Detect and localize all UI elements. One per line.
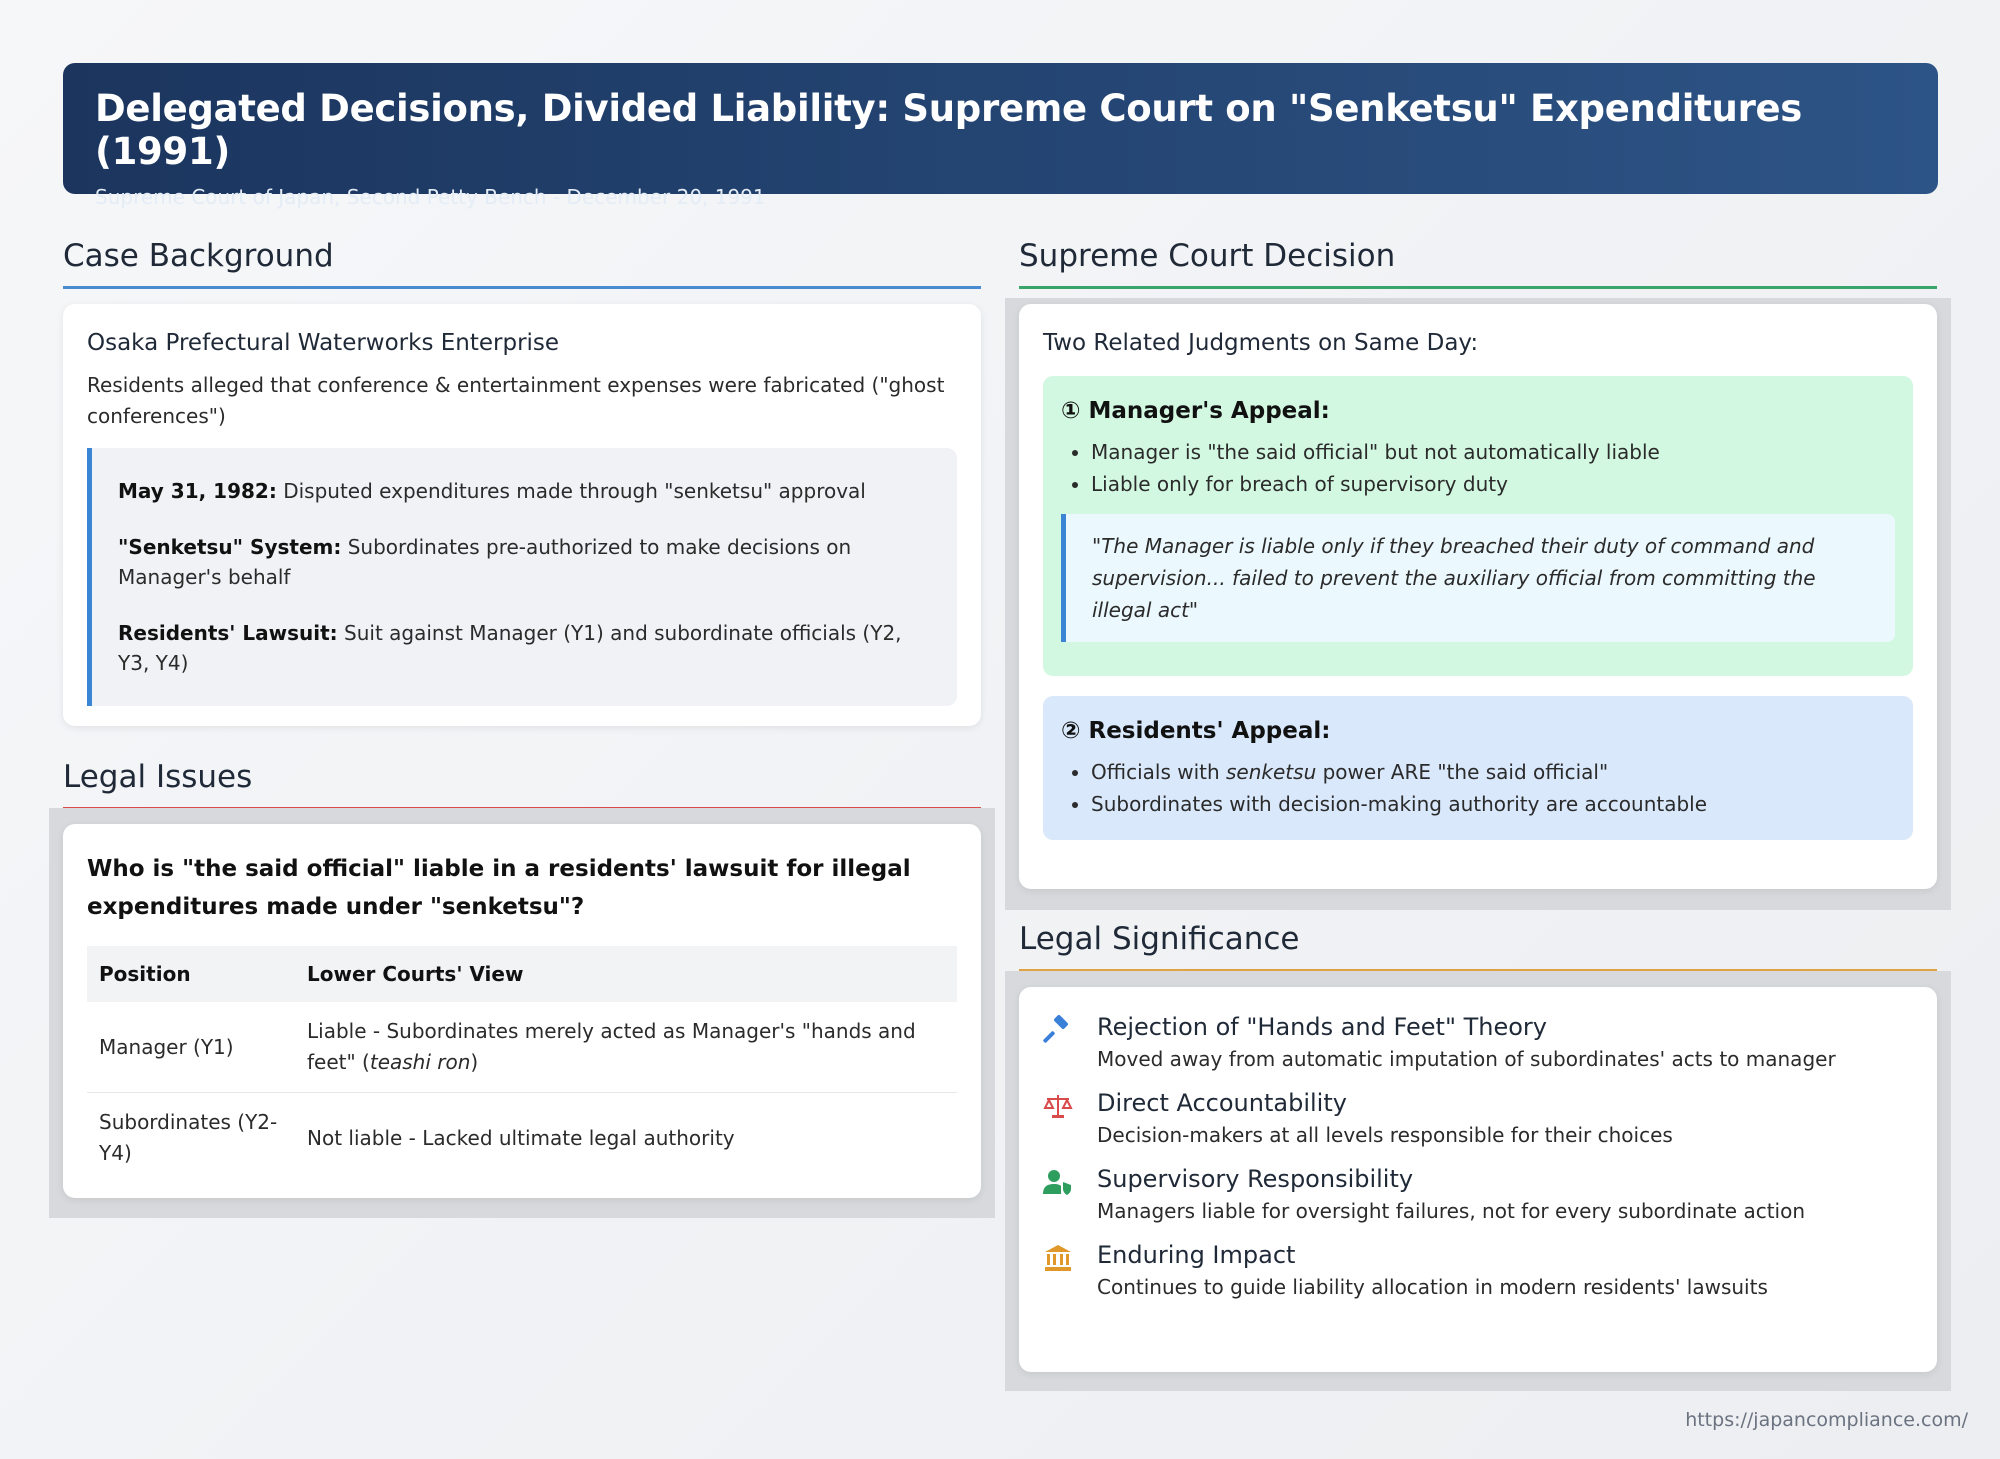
case-background-description: Residents alleged that conference & entertainment expenses were fabricated ("ghost conferences") [87, 373, 945, 428]
case-background-card [63, 304, 981, 726]
view-text-end: ) [470, 1050, 479, 1074]
significance-title: Direct Accountability [1097, 1089, 1347, 1117]
significance-item [1043, 1165, 1913, 1223]
page-title: Delegated Decisions, Divided Liability: Supreme Court on "Senketsu" Expenditures (1991) [95, 87, 1803, 173]
list-item: • Subordinates with decision-making authority are accountable [1091, 788, 1895, 820]
significance-desc: Continues to guide liability allocation in modern residents' lawsuits [1097, 1275, 1768, 1299]
cell-position: Manager (Y1) [87, 1002, 295, 1093]
significance-title: Rejection of "Hands and Feet" Theory [1097, 1013, 1547, 1041]
legal-question: Who is "the said official" liable in a residents' lawsuit for illegal expenditures made under "senketsu"? [87, 856, 911, 920]
timeline-label: "Senketsu" System: [118, 535, 342, 559]
bullet-italic-term: senketsu [1226, 760, 1317, 784]
landmark-icon [1043, 1243, 1073, 1273]
residents-appeal-title: ② Residents' Appeal: [1061, 718, 1331, 744]
manager-appeal-box [1043, 376, 1913, 676]
timeline-item [118, 618, 931, 678]
view-text: Liable - Subordinates merely acted as Manager's "hands and feet" ( [307, 1019, 916, 1074]
legal-issues-card [63, 824, 981, 1198]
residents-appeal-list [1091, 756, 1895, 820]
timeline-text: Subordinates pre-authorized to make decisions on Manager's behalf [118, 535, 852, 589]
timeline-label: Residents' Lawsuit: [118, 621, 338, 645]
manager-appeal-title: ① Manager's Appeal: [1061, 398, 1330, 424]
decision-card-title: Two Related Judgments on Same Day: [1043, 330, 1479, 356]
cell-position: Subordinates (Y2-Y4) [99, 1110, 278, 1165]
table-header-row [87, 946, 957, 1002]
section-title-legal-significance: Legal Significance [1019, 921, 1937, 972]
timeline-text: Suit against Manager (Y1) and subordinate officials (Y2, Y3, Y4) [118, 621, 902, 675]
bullet-text-end: power ARE "the said official" [1316, 760, 1609, 784]
list-item: • Manager is "the said official" but not automatically liable [1091, 436, 1895, 468]
significance-desc: Moved away from automatic imputation of subordinates' acts to manager [1097, 1047, 1836, 1071]
residents-appeal-box [1043, 696, 1913, 840]
lower-courts-table [87, 946, 957, 1183]
timeline-item [118, 476, 931, 506]
significance-desc: Decision-makers at all levels responsible for their choices [1097, 1123, 1673, 1147]
bullet-text: Officials with [1091, 760, 1227, 784]
cell-view [295, 1002, 957, 1093]
table-row [87, 1093, 957, 1184]
view-italic-term: teashi ron [369, 1050, 471, 1074]
footer-url[interactable]: https://japancompliance.com/ [1685, 1409, 1968, 1431]
section-title-legal-issues: Legal Issues [63, 759, 981, 810]
significance-item [1043, 1089, 1913, 1147]
significance-title: Enduring Impact [1097, 1241, 1296, 1269]
list-item: • Liable only for breach of supervisory duty [1091, 468, 1895, 500]
case-timeline [87, 448, 957, 706]
page-subtitle: Supreme Court of Japan, Second Petty Bench - December 20, 1991 [95, 185, 766, 209]
case-background-card-title: Osaka Prefectural Waterworks Enterprise [87, 330, 560, 356]
user-shield-icon [1043, 1167, 1073, 1197]
timeline-item [118, 532, 931, 592]
right-column [1019, 0, 1937, 1459]
significance-desc: Managers liable for oversight failures, not for every subordinate action [1097, 1199, 1806, 1223]
significance-title: Supervisory Responsibility [1097, 1165, 1414, 1193]
manager-appeal-list [1091, 436, 1895, 500]
supreme-court-decision-card [1019, 304, 1937, 889]
list-item [1091, 756, 1895, 788]
significance-item [1043, 1241, 1913, 1299]
significance-item [1043, 1013, 1913, 1071]
cell-view: Not liable - Lacked ultimate legal authority [307, 1125, 735, 1150]
timeline-text: Disputed expenditures made through "senketsu" approval [276, 479, 866, 503]
timeline-label: May 31, 1982: [118, 479, 277, 503]
column-header-position: Position [87, 946, 295, 1002]
left-column [63, 0, 981, 1459]
court-quote: "The Manager is liable only if they breached their duty of command and supervision... failed to prevent the auxiliary official from committing the illegal act" [1061, 514, 1895, 642]
table-row [87, 1002, 957, 1093]
section-title-case-background: Case Background [63, 238, 981, 289]
section-title-supreme-court-decision: Supreme Court Decision [1019, 238, 1937, 289]
gavel-icon [1043, 1015, 1073, 1045]
column-header-view: Lower Courts' View [295, 946, 957, 1002]
legal-significance-card [1019, 987, 1937, 1372]
scales-icon [1043, 1091, 1073, 1121]
